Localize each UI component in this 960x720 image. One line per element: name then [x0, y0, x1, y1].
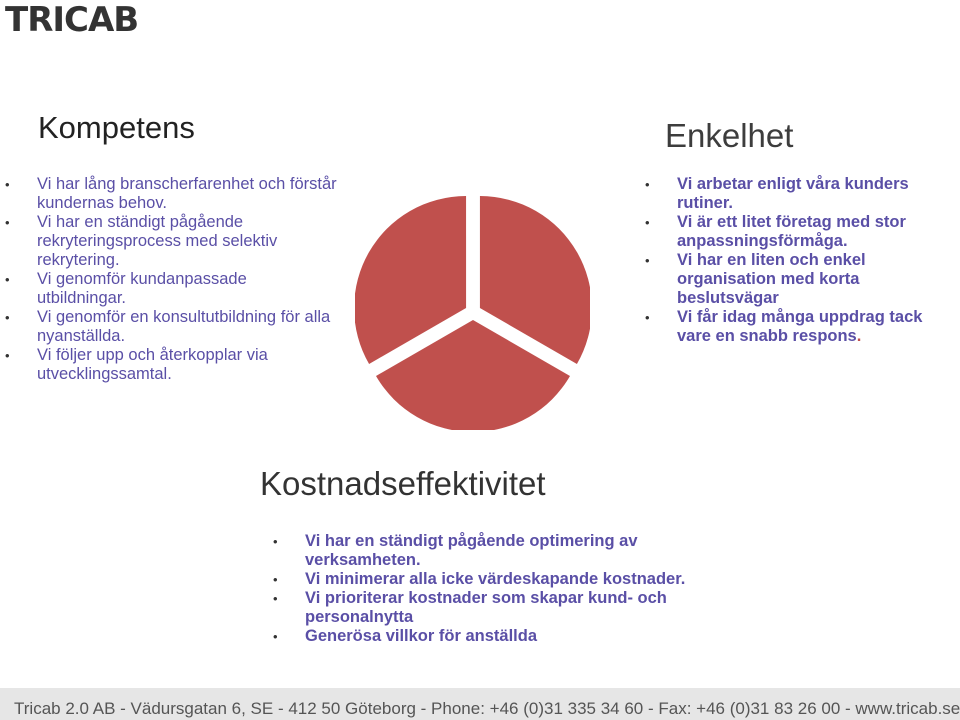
list-item: • Vi prioriterar kostnader som skapar kund- och personalnytta — [273, 589, 667, 626]
list-item: • Vi har en ständigt pågående optimering av verksamheten. — [273, 532, 638, 569]
bullet-icon: • — [273, 591, 278, 606]
kompetens-list — [5, 175, 337, 384]
bullet-icon: • — [5, 272, 10, 287]
list-item: • Vi följer upp och återkopplar via utvecklingssamtal. — [5, 346, 268, 383]
list-item: • Vi arbetar enligt våra kunders rutiner. — [645, 175, 909, 212]
three-segment-circle — [355, 190, 590, 430]
list-item: • Vi genomför en konsultutbildning för alla nyanställda. — [5, 308, 331, 345]
bullet-icon: • — [5, 348, 10, 363]
list-item: • Vi får idag många uppdrag tack vare en snabb respons. — [645, 308, 923, 345]
tricab-logo — [5, 0, 185, 38]
heading-kostnadseffektivitet: Kostnadseffektivitet — [260, 465, 546, 502]
bullet-icon: • — [645, 215, 650, 230]
bullet-icon: • — [645, 310, 650, 325]
heading-enkelhet: Enkelhet — [665, 117, 794, 154]
list-item: • Vi är ett litet företag med stor anpassningsförmåga. — [645, 213, 906, 250]
pie-segments — [355, 196, 590, 430]
bullet-icon: • — [5, 177, 10, 192]
bullet-icon: • — [273, 629, 278, 644]
heading-kompetens: Kompetens — [38, 110, 195, 145]
list-item: • Vi har lång branscherfarenhet och förstår kundernas behov. — [5, 175, 337, 212]
list-item: • Vi har en ständigt pågående rekryteringsprocess med selektiv rekrytering. — [5, 213, 278, 269]
bullet-icon: • — [645, 177, 650, 192]
kostnadseffektivitet-list — [273, 532, 725, 646]
logo-text: TRICAB — [5, 0, 139, 38]
footer-text: Tricab 2.0 AB - Vädursgatan 6, SE - 412 50 Göteborg - Phone: +46 (0)31 335 34 60 - Fax: +46 (0)31 83 26 00 - www.tricab.se — [14, 699, 960, 718]
bullet-icon: • — [5, 215, 10, 230]
bullet-icon: • — [645, 253, 650, 268]
bullet-icon: • — [5, 310, 10, 325]
list-item: • Vi har en liten och enkel organisation med korta beslutsvägar — [645, 251, 866, 307]
list-item: • Generösa villkor för anställda — [273, 627, 537, 645]
bullet-icon: • — [273, 572, 278, 587]
bullet-icon: • — [273, 534, 278, 549]
enkelhet-list — [645, 175, 937, 346]
list-item: • Vi minimerar alla icke värdeskapande kostnader. — [273, 570, 686, 588]
punctuation: . — [856, 327, 862, 345]
footer-bar — [0, 688, 960, 720]
list-item: • Vi genomför kundanpassade utbildningar. — [5, 270, 247, 307]
